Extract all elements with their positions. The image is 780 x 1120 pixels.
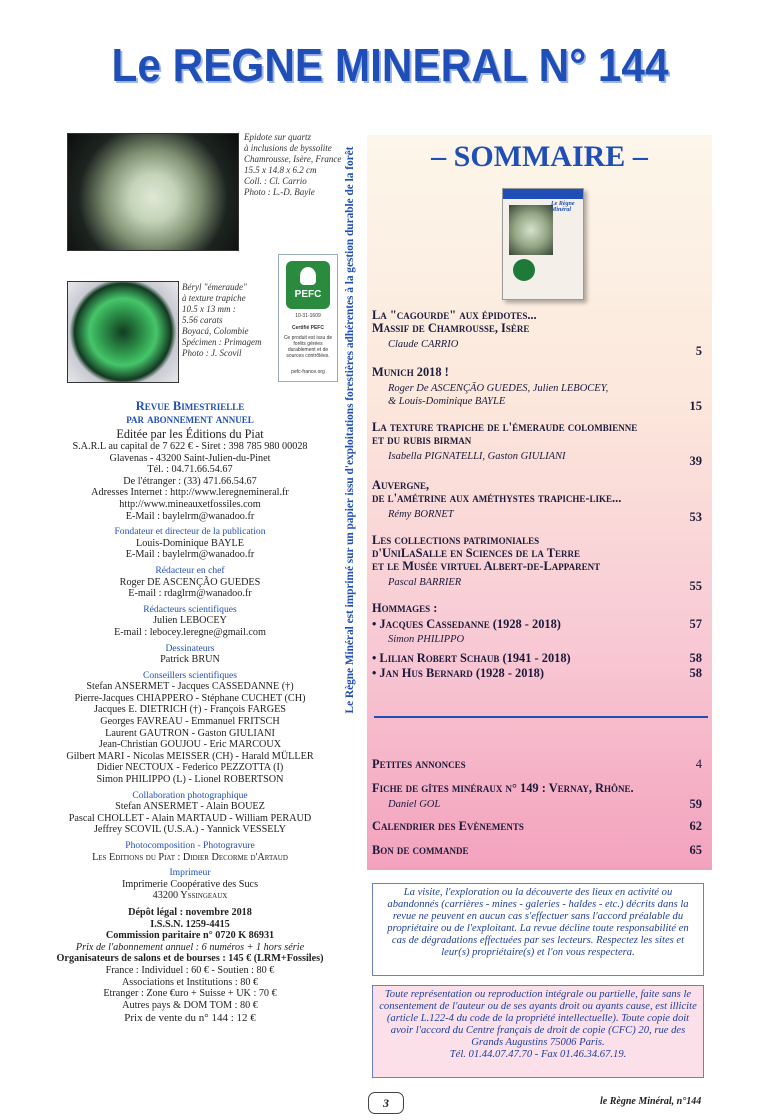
revue-label: Revue Bimestrielle	[135, 399, 245, 413]
masthead-line: E-Mail : baylelrm@wanadoo.fr	[125, 510, 255, 522]
notice-text: Toute représentation ou reproduction intégrale ou partielle, faite sans le consentement de l'auteur ou de ses ayants droit ou ayants cause, est illicite (article L.122-4 du code de la propriété intellectuelle). Toute copie doit avoir l'accord du Centre français de droit de copie (CFC) 20, rue des Grands Augustins 75006 Paris.	[379, 989, 697, 1048]
toc-page: 15	[689, 399, 702, 413]
section-heading: Rédacteurs scientifiques	[143, 603, 237, 615]
staff-line: E-Mail : baylelrm@wanadoo.fr	[125, 549, 255, 561]
toc-title: La "cagourde" aux épidotes...	[372, 308, 537, 322]
toc-page: 4	[695, 757, 702, 771]
toc-title: Massif de Chamrousse, Isère	[372, 321, 530, 335]
staff-line: Simon PHILIPPO (L) - Lionel ROBERTSON	[96, 774, 284, 786]
staff-line: 43200 Yssingeaux	[152, 890, 228, 902]
staff-line: Pascal CHOLLET - Alain MARTAUD - William PERAUD	[68, 812, 312, 824]
masthead-line: Tél. : 04.71.66.54.67	[147, 464, 233, 476]
toc-title: et du rubis birman	[372, 433, 472, 447]
toc-author: Simon PHILIPPO	[388, 634, 465, 645]
price-line: Prix de l'abonnement annuel : 6 numéros + 1 hors série	[75, 941, 305, 953]
staff-line: Laurent GAUTRON - Gaston GIULIANI	[105, 727, 275, 739]
publisher: Editée par les Éditions du Piat	[116, 427, 264, 441]
epidote-photo	[68, 134, 238, 250]
toc-entry[interactable]	[372, 667, 702, 680]
staff-line: Pierre-Jacques CHIAPPERO - Stéphane CUCHET (CH)	[74, 692, 306, 704]
toc-page: 58	[689, 651, 702, 665]
toc-author: Pascal BARRIER	[388, 577, 462, 588]
toc-divider	[374, 716, 708, 718]
staff-line: Stefan ANSERMET - Jacques CASSEDANNE (†)	[86, 681, 294, 693]
toc-entry[interactable]	[372, 820, 702, 833]
toc-title: Auvergne,	[372, 478, 430, 492]
toc-page: 39	[689, 454, 702, 468]
site-visit-notice	[372, 883, 704, 976]
magazine-cover-thumbnail	[502, 188, 584, 300]
masthead-line: Adresses Internet : http://www.leregnemineral.fr	[91, 487, 289, 499]
toc-title: Munich 2018 !	[372, 365, 449, 379]
price-line: Associations et Institutions : 80 €	[121, 976, 259, 988]
toc-title: d'UniLaSalle en Sciences de la Terre	[372, 546, 580, 560]
toc-entry[interactable]	[372, 478, 702, 524]
section-heading: Dessinateurs	[165, 642, 215, 654]
toc-entry[interactable]	[372, 652, 702, 665]
toc-title: • Jan Hus Bernard (1928 - 2018)	[372, 666, 544, 680]
beryl-caption: Béryl "émeraude" à texture trapiche 10.5 x 13 mm : 5.56 carats Boyacá, Colombie Spécimen : Primagem Photo : J. Scovil	[182, 282, 262, 358]
cover-title: Le Règne Minéral	[551, 201, 575, 213]
staff-line: Les Editions du Piat : Didier Decorme d'Artaud	[92, 851, 288, 863]
staff-line: Roger DE ASCENÇÃO GUEDES	[119, 576, 261, 588]
toc-page: 5	[695, 344, 702, 358]
toc-author: & Louis-Dominique BAYLE	[388, 396, 506, 407]
section-heading: Collaboration photographique	[132, 789, 248, 801]
staff-line: E-mail : rdaglrm@wanadoo.fr	[128, 588, 252, 600]
pefc-certified: Certifié PEFC	[292, 325, 324, 331]
staff-line: Georges FAVREAU - Emmanuel FRITSCH	[100, 716, 280, 728]
toc-title: Les collections patrimoniales	[372, 533, 540, 547]
pefc-label	[278, 254, 338, 382]
section-heading: Photocomposition - Photogravure	[125, 840, 255, 851]
masthead-line: S.A.R.L au capital de 7 622 € - Siret : 398 785 980 00028	[72, 441, 308, 452]
beryl-photo	[68, 282, 178, 382]
staff-line: Imprimerie Coopérative des Sucs	[121, 878, 259, 890]
toc-entry[interactable]	[372, 533, 702, 593]
toc-page: 59	[689, 797, 702, 811]
pefc-url: pefc-france.org	[291, 369, 325, 375]
toc-page: 58	[689, 666, 702, 680]
pefc-text: Ce produit est issu de forêts gérées durablement et de sources contrôlées.	[283, 335, 333, 359]
price-line: Etranger : Zone €uro + Suisse + UK : 70 €	[103, 988, 277, 1000]
sommaire-heading: – SOMMAIRE –	[431, 140, 648, 173]
section-heading: Fondateur et directeur de la publication	[114, 526, 266, 538]
toc-entry[interactable]	[372, 844, 702, 857]
toc-entry[interactable]	[372, 782, 702, 811]
toc-hommages	[372, 602, 702, 615]
price-line: Prix de vente du n° 144 : 12 €	[124, 1012, 256, 1025]
pefc-code: 10-31-1609	[295, 313, 321, 319]
notice-text: La visite, l'exploration ou la découverte des lieux en activité ou abandonnés (carrières - mines - galeries - haldes - etc.) décrits dans la revue ne peuvent en aucun cas s'effectuer sans l'accord préalable du propriétaire ou de l'exploitant. La revue décline toute responsabilité en cas de dégradations effectuées par ses lecteurs. Respectez les sites et leur(s) propriétaire(s) et l'on vous respectera.	[387, 887, 689, 958]
price-line: Autres pays & DOM TOM : 80 €	[122, 999, 258, 1011]
toc-title: de l'amétrine aux améthystes trapiche-like...	[372, 491, 622, 505]
staff-line: Patrick BRUN	[160, 654, 220, 666]
toc-entry[interactable]	[372, 420, 702, 468]
paper-notice-vertical: Le Règne Minéral est imprimé sur un papier issu d'exploitations forestières adhérentes à la gestion durable de la forêt	[344, 146, 356, 714]
toc-author: Daniel GOL	[388, 799, 441, 810]
toc-page: 55	[689, 579, 702, 593]
toc-title: La texture trapiche de l'émeraude colombienne	[372, 420, 638, 434]
notice-contact: Tél. 01.44.07.47.70 - Fax 01.46.34.67.19.	[449, 1049, 627, 1060]
staff-line: Didier NECTOUX - Federico PEZZOTTA (I)	[96, 762, 284, 774]
footer-title: le Règne Minéral, n°144	[600, 1096, 702, 1107]
price-line: Organisateurs de salons et de bourses : 145 € (LRM+Fossiles)	[56, 953, 324, 965]
staff-line: E-mail : lebocey.leregne@gmail.com	[114, 626, 266, 638]
hommages-heading: Hommages :	[372, 601, 438, 615]
staff-line: Jean-Christian GOUJOU - Eric MARCOUX	[98, 739, 282, 751]
toc-page: 62	[689, 819, 702, 833]
toc-author: Isabella PIGNATELLI, Gaston GIULIANI	[388, 451, 566, 462]
section-heading: Rédacteur en chef	[155, 564, 225, 576]
commission: Commission paritaire n° 0720 K 86931	[105, 930, 275, 942]
staff-line: Jacques E. DIETRICH (†) - François FARGES	[94, 704, 286, 716]
staff-line: Louis-Dominique BAYLE	[135, 537, 244, 549]
masthead-line: De l'étranger : (33) 471.66.54.67	[123, 475, 257, 487]
toc-page: 57	[689, 617, 702, 631]
toc-entry[interactable]	[372, 365, 702, 413]
staff-line: Julien LEBOCEY	[153, 615, 227, 627]
toc-author: Rémy BORNET	[388, 509, 454, 520]
staff-line: Jeffrey SCOVIL (U.S.A.) - Yannick VESSELY	[93, 824, 287, 836]
section-heading: Imprimeur	[169, 867, 211, 879]
toc-author: Roger De ASCENÇÃO GUEDES, Julien LEBOCEY,	[388, 383, 609, 394]
toc-title: • Lilian Robert Schaub (1941 - 2018)	[372, 651, 571, 665]
masthead-line: Glavenas - 43200 Saint-Julien-du-Pinet	[109, 452, 271, 464]
masthead	[40, 400, 340, 1025]
staff-line: Stefan ANSERMET - Alain BOUEZ	[115, 801, 265, 813]
toc-title: Calendrier des Evènements	[372, 819, 524, 833]
toc-title: et le Musée virtuel Albert-de-Lapparent	[372, 559, 601, 573]
toc-title: Fiche de gîtes minéraux n° 149 : Vernay, Rhône.	[372, 781, 634, 795]
toc-entry[interactable]	[372, 618, 702, 646]
toc-title: Petites annonces	[372, 757, 466, 771]
toc-page: 53	[689, 510, 702, 524]
toc-title: • Jacques Cassedanne (1928 - 2018)	[372, 617, 561, 631]
pefc-logo-icon: PEFC	[286, 261, 330, 309]
staff-line: Gilbert MARI - Nicolas MEISSER (CH) - Harald MÜLLER	[66, 750, 314, 762]
masthead-line: http://www.mineauxetfossiles.com	[119, 498, 261, 510]
section-heading: Conseillers scientifiques	[142, 669, 238, 681]
toc-entry[interactable]	[372, 758, 702, 771]
depot-legal: Dépôt légal : novembre 2018	[128, 906, 252, 918]
toc-entry[interactable]	[372, 308, 702, 358]
copyright-notice	[372, 985, 704, 1078]
toc-author: Claude CARRIO	[388, 339, 459, 350]
abonnement-label: par abonnement annuel	[126, 412, 254, 426]
epidote-caption: Epidote sur quartz à inclusions de byssolite Chamrousse, Isère, France 15.5 x 14.8 x 6.2 cm Coll. : Cl. Carrio Photo : L.-D. Bayle	[244, 132, 342, 197]
page-number: 3	[368, 1092, 404, 1114]
issn: I.S.S.N. 1259-4415	[150, 918, 230, 930]
toc-page: 65	[689, 843, 702, 857]
page-title: Le REGNE MINERAL N° 144	[111, 39, 669, 91]
toc-title: Bon de commande	[372, 843, 469, 857]
price-line: France : Individuel : 60 € - Soutien : 80 €	[105, 964, 275, 976]
